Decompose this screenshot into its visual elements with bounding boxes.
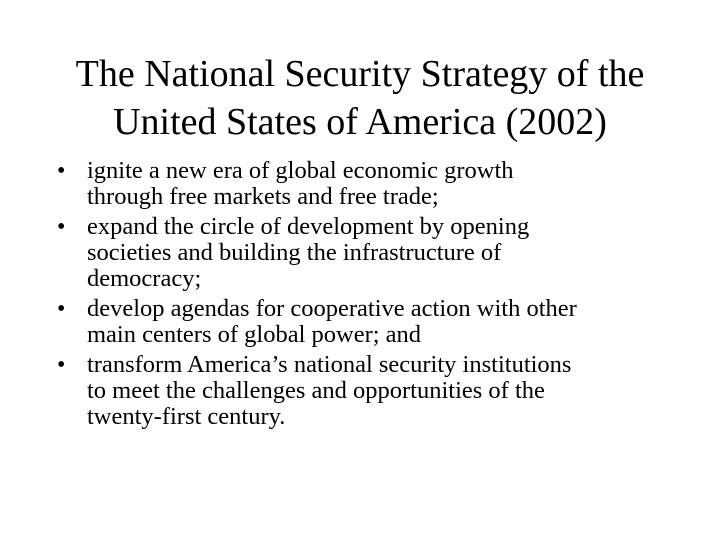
title-line: The National Security Strategy of the: [75, 53, 645, 95]
bullet-dot-icon: •: [57, 352, 66, 378]
bullet-dot-icon: •: [57, 158, 66, 184]
bullet-item: [57, 214, 667, 292]
bullet-dot-icon: •: [57, 214, 66, 240]
bullet-text-line: transform America’s national security institutions: [87, 351, 572, 378]
bullet-text-line: ignite a new era of global economic growth: [87, 157, 514, 184]
bullet-item: [57, 296, 667, 348]
bullet-item: [57, 158, 667, 210]
title-line: United States of America (2002): [113, 101, 607, 143]
bullet-text-line: develop agendas for cooperative action with other: [87, 295, 577, 322]
bullet-dot-icon: •: [57, 296, 66, 322]
slide-title: [36, 50, 684, 146]
bullet-text-line: societies and building the infrastructure of: [87, 239, 502, 266]
bullet-text-line: to meet the challenges and opportunities of the: [87, 377, 545, 404]
bullet-text-line: main centers of global power; and: [87, 321, 422, 348]
bullet-text-line: expand the circle of development by opening: [87, 213, 530, 240]
bullet-item: [57, 352, 667, 430]
bullet-text-line: democracy;: [87, 265, 202, 292]
bullet-list: [57, 158, 667, 434]
bullet-text-line: twenty-first century.: [87, 403, 286, 430]
bullet-text-line: through free markets and free trade;: [87, 183, 439, 210]
